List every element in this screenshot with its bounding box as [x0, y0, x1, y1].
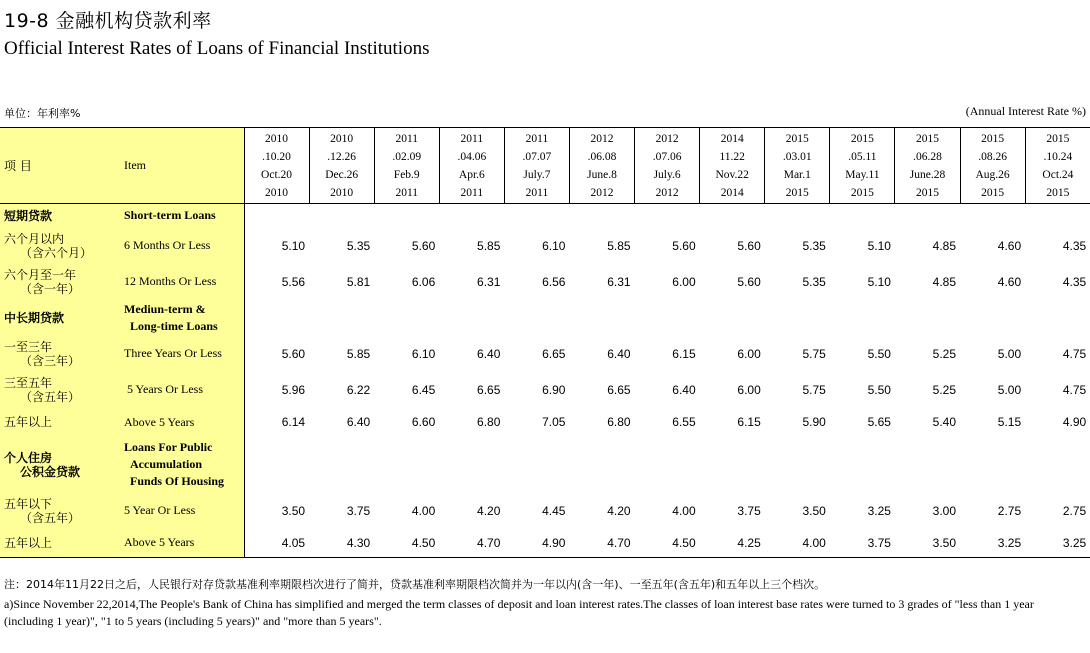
rate-cell: 4.00: [802, 535, 826, 550]
rate-cell: 6.31: [607, 274, 631, 289]
rate-cell: 4.25: [737, 535, 761, 550]
table-row: [0, 264, 1090, 300]
rate-cell: [439, 437, 504, 493]
row-label-cn-line1: 个人住房: [4, 450, 53, 465]
rate-cell: 5.50: [867, 346, 891, 361]
header-date-en-date: Nov.22: [715, 168, 749, 181]
rate-cell: 3.75: [867, 535, 891, 550]
header-date-en-year: 2011: [395, 186, 419, 199]
row-label-cn: [0, 228, 118, 264]
rate-cell: 4.75: [1062, 382, 1087, 397]
header-date-date: .06.08: [587, 150, 617, 163]
rate-cell: [895, 437, 960, 493]
rate-cell: 4.20: [477, 503, 501, 518]
rate-cell: 4.00: [411, 503, 436, 518]
rate-cell: 6.22: [346, 382, 371, 397]
rate-cell: 5.00: [997, 382, 1022, 397]
row-label-en-line1: Loans For Public: [124, 440, 213, 454]
rate-cell: 6.40: [672, 382, 696, 397]
rate-cell: 5.60: [737, 238, 761, 253]
rate-cell: 2.75: [1062, 503, 1087, 518]
header-date-en-date: Aug.26: [975, 168, 1010, 181]
rate-cell: 6.40: [477, 346, 501, 361]
header-date-en-date: June.8: [587, 168, 617, 181]
header-date-col: [374, 128, 439, 204]
rate-cell: 5.75: [802, 382, 826, 397]
rate-cell: [830, 300, 895, 336]
rate-cell: [439, 204, 504, 228]
footnote-cn: 注：2014年11月22日之后，人民银行对存贷款基准利率期限档次进行了简并，贷款基准利率期限档次简并为一年以内(含一年)、一至五年(含五年)和五年以上三个档次。: [4, 578, 826, 591]
page-title-en: Official Interest Rates of Loans of Financial Institutions: [4, 38, 430, 59]
rate-cell: [700, 204, 765, 228]
header-date-col: [309, 128, 374, 204]
rate-cell: 4.35: [1062, 238, 1087, 253]
header-date-en-year: 2010: [330, 186, 354, 199]
rate-cell: [765, 300, 830, 336]
rate-cell: [504, 437, 569, 493]
rate-cell: [635, 437, 700, 493]
rate-cell: 4.85: [932, 274, 957, 289]
header-date-en-date: Feb.9: [393, 168, 420, 181]
header-date-year: 2011: [460, 132, 484, 145]
rate-cell: 5.81: [346, 274, 371, 289]
table-row: [0, 493, 1090, 529]
rate-cell: [569, 204, 634, 228]
rate-cell: 6.00: [672, 274, 696, 289]
table-body: [0, 204, 1090, 558]
header-date-en-year: 2012: [590, 186, 614, 199]
row-label-cn-line1: 六个月以内: [4, 231, 65, 246]
header-date-en-year: 2015: [915, 186, 939, 199]
rate-cell: 3.75: [737, 503, 761, 518]
header-date-en-date: Oct.20: [261, 168, 293, 181]
rate-cell: 3.50: [802, 503, 826, 518]
row-label-cn-line2: （含五年）: [20, 389, 81, 404]
row-label-cn: [0, 437, 118, 493]
unit-label-en: (Annual Interest Rate %): [965, 104, 1086, 118]
row-label-en: [118, 408, 244, 437]
row-label-cn-line1: 五年以上: [4, 535, 53, 550]
row-label-cn-line1: 三至五年: [4, 375, 53, 390]
header-date-year: 2015: [785, 132, 809, 145]
page-title-cn: 19-8 金融机构贷款利率: [4, 10, 212, 32]
rate-cell: 5.35: [802, 238, 826, 253]
rate-cell: 5.85: [477, 238, 501, 253]
rate-cell: [244, 437, 309, 493]
rate-cell: 6.90: [542, 382, 566, 397]
header-date-en-date: Mar.1: [783, 168, 811, 181]
header-date-col: [569, 128, 634, 204]
header-date-col: [635, 128, 700, 204]
rate-cell: 4.85: [932, 238, 957, 253]
footnote-en: a)Since November 22,2014,The People's Bank of China has simplified and merged the term classes of deposit and loan interest rates.The classes of loan interest base rates were turned to 3 grades of "less than 1 year (including 1 year)", "1 to 5 years (including 5 years)" and "more than 5 years".: [4, 597, 1034, 628]
row-label-cn: [0, 204, 118, 228]
rate-cell: 4.30: [346, 535, 371, 550]
row-label-en-line1: 5 Year Or Less: [124, 503, 196, 517]
row-label-en-line3: Funds Of Housing: [130, 474, 225, 488]
rate-cell: 6.15: [672, 346, 696, 361]
header-date-en-date: Apr.6: [458, 168, 485, 181]
row-label-en: [118, 264, 244, 300]
row-label-en-line1: Three Years Or Less: [124, 346, 222, 360]
rate-cell: 5.35: [802, 274, 826, 289]
rate-cell: 2.75: [997, 503, 1022, 518]
rate-cell: 6.00: [737, 346, 761, 361]
row-label-cn: [0, 372, 118, 408]
section-row: [0, 300, 1090, 336]
row-label-cn-line1: 五年以上: [4, 415, 53, 429]
rate-cell: [309, 300, 374, 336]
header-date-en-year: 2010: [265, 186, 289, 199]
rate-cell: 5.85: [607, 238, 631, 253]
header-date-en-date: Oct.24: [1042, 168, 1074, 181]
header-date-year: 2012: [655, 132, 679, 145]
header-date-date: .06.28: [913, 150, 942, 163]
header-date-col: [1025, 128, 1090, 204]
rate-cell: 6.80: [477, 415, 501, 429]
rate-cell: 4.90: [1062, 415, 1087, 429]
rate-cell: [309, 204, 374, 228]
rate-cell: [374, 437, 439, 493]
rate-cell: 4.70: [477, 535, 501, 550]
table-header-row: [0, 128, 1090, 204]
rate-cell: 5.75: [802, 346, 826, 361]
rate-cell: 4.50: [672, 535, 696, 550]
header-date-date: .08.26: [978, 150, 1007, 163]
header-date-year: 2015: [915, 132, 939, 145]
rate-cell: 5.60: [411, 238, 436, 253]
row-label-cn-line2: 公积金贷款: [20, 464, 81, 479]
row-label-cn-line2: （含三年）: [20, 353, 81, 368]
rate-cell: 5.90: [802, 415, 826, 429]
rate-cell: [765, 437, 830, 493]
rate-cell: [960, 204, 1025, 228]
row-label-en: [118, 493, 244, 529]
rate-cell: 3.50: [281, 503, 306, 518]
header-date-col: [504, 128, 569, 204]
row-label-en: [118, 336, 244, 372]
header-date-en-date: Dec.26: [325, 168, 359, 181]
rate-cell: [830, 204, 895, 228]
header-date-date: .10.24: [1043, 150, 1073, 163]
header-date-year: 2011: [525, 132, 549, 145]
rate-cell: 5.56: [281, 274, 306, 289]
table-row: [0, 529, 1090, 558]
header-date-date: .03.01: [782, 150, 812, 163]
header-date-date: .02.09: [392, 150, 422, 163]
row-label-en-line1: 6 Months Or Less: [124, 238, 211, 252]
rate-cell: [309, 437, 374, 493]
row-label-cn-line1: 六个月至一年: [4, 267, 77, 282]
header-date-col: [244, 128, 309, 204]
rate-cell: 4.75: [1062, 346, 1087, 361]
header-date-en-year: 2011: [525, 186, 549, 199]
rate-cell: 3.00: [932, 503, 957, 518]
rate-cell: 3.25: [997, 535, 1022, 550]
header-date-en-year: 2015: [981, 186, 1005, 199]
table-row: [0, 372, 1090, 408]
rate-cell: [700, 300, 765, 336]
row-label-en-line1: Above 5 Years: [124, 414, 195, 429]
rate-cell: 3.75: [346, 503, 371, 518]
header-date-year: 2014: [720, 132, 744, 145]
header-date-year: 2012: [590, 132, 614, 145]
rate-cell: 4.20: [607, 503, 631, 518]
rate-cell: 4.50: [411, 535, 436, 550]
rate-cell: 3.25: [1062, 535, 1087, 550]
header-date-en-date: July.6: [653, 168, 681, 181]
rate-cell: [374, 204, 439, 228]
table-row: [0, 336, 1090, 372]
rate-cell: 7.05: [542, 415, 566, 429]
row-label-cn: [0, 264, 118, 300]
header-date-col: [960, 128, 1025, 204]
header-date-en-year: 2015: [1046, 186, 1070, 199]
row-label-en-line2: Long-time Loans: [130, 318, 218, 333]
rate-cell: [1025, 437, 1090, 493]
row-label-en: [118, 437, 244, 493]
header-date-col: [765, 128, 830, 204]
rate-cell: 4.70: [607, 535, 631, 550]
rate-cell: [374, 300, 439, 336]
rate-cell: 6.60: [411, 415, 436, 429]
header-date-date: .10.20: [262, 150, 291, 163]
rate-cell: [1025, 300, 1090, 336]
section-row: [0, 204, 1090, 228]
rate-cell: 5.96: [281, 382, 306, 397]
rate-cell: 5.15: [997, 415, 1022, 429]
header-date-col: [895, 128, 960, 204]
header-date-en-date: June.28: [909, 168, 946, 181]
rate-cell: [700, 437, 765, 493]
rate-cell: 5.35: [346, 238, 371, 253]
header-date-col: [700, 128, 765, 204]
row-label-en-line1: Short-term Loans: [124, 208, 216, 223]
rate-cell: 4.90: [542, 535, 566, 550]
header-date-en-year: 2015: [850, 186, 874, 199]
rate-cell: [960, 300, 1025, 336]
header-date-date: .12.26: [327, 150, 357, 163]
rate-cell: 6.65: [607, 382, 631, 397]
header-date-col: [830, 128, 895, 204]
rate-cell: [830, 437, 895, 493]
rate-cell: 6.00: [737, 382, 761, 397]
rate-cell: 5.00: [997, 346, 1022, 361]
row-label-cn: [0, 529, 118, 558]
header-date-year: 2015: [981, 132, 1005, 145]
row-label-en-line1: 5 Years Or Less: [124, 382, 203, 396]
header-date-en-year: 2015: [785, 186, 809, 199]
rate-cell: [244, 300, 309, 336]
rate-cell: 4.35: [1062, 274, 1087, 289]
rate-cell: 4.60: [997, 238, 1022, 253]
rate-cell: 6.10: [542, 238, 566, 253]
interest-rate-table: [0, 127, 1090, 558]
table-row: [0, 228, 1090, 264]
header-date-date: .04.06: [457, 150, 487, 163]
unit-label-cn: 单位：年利率%: [4, 107, 81, 120]
rate-cell: [960, 437, 1025, 493]
rate-cell: 6.56: [542, 274, 566, 289]
row-label-en-line1: 12 Months Or Less: [124, 274, 217, 288]
rate-cell: 6.45: [411, 382, 436, 397]
rate-cell: 5.65: [867, 415, 891, 429]
rate-cell: 4.60: [997, 274, 1022, 289]
table-row: [0, 408, 1090, 437]
rate-cell: 4.45: [542, 503, 566, 518]
header-date-year: 2015: [1046, 132, 1070, 145]
row-label-cn: [0, 408, 118, 437]
header-item-cn: 项 目: [0, 128, 118, 204]
row-label-cn: [0, 493, 118, 529]
rate-cell: [895, 300, 960, 336]
row-label-cn-line1: 中长期贷款: [4, 310, 65, 325]
row-label-cn-line2: （含五年）: [20, 510, 81, 525]
row-label-en-line2: Accumulation: [130, 457, 202, 471]
header-date-en-year: 2011: [460, 186, 484, 199]
rate-cell: [569, 300, 634, 336]
rate-cell: [569, 437, 634, 493]
header-date-date: .05.11: [848, 150, 877, 163]
rate-cell: 6.65: [542, 346, 566, 361]
rate-cell: [895, 204, 960, 228]
rate-cell: [439, 300, 504, 336]
header-date-year: 2010: [330, 132, 354, 145]
header-date-date: .07.07: [522, 150, 552, 163]
rate-cell: 6.55: [672, 415, 696, 429]
rate-cell: 5.60: [672, 238, 696, 253]
rate-cell: 5.10: [867, 274, 891, 289]
row-label-en-line1: Mediun-term &: [124, 301, 206, 316]
row-label-en: [118, 204, 244, 228]
header-date-date: 11.22: [719, 150, 745, 163]
rate-cell: 5.10: [281, 238, 306, 253]
rate-cell: [635, 204, 700, 228]
row-label-cn-line1: 五年以下: [4, 496, 53, 511]
row-label-en: [118, 372, 244, 408]
rate-cell: [765, 204, 830, 228]
rate-cell: 5.10: [867, 238, 891, 253]
rate-cell: 5.25: [932, 346, 957, 361]
rate-cell: [1025, 204, 1090, 228]
rate-cell: 4.00: [672, 503, 696, 518]
header-date-en-year: 2014: [720, 186, 744, 199]
rate-cell: 6.10: [411, 346, 436, 361]
rate-cell: 5.60: [281, 346, 306, 361]
header-date-year: 2010: [265, 132, 289, 145]
rate-cell: 5.85: [346, 346, 371, 361]
header-date-date: .07.06: [652, 150, 682, 163]
rate-cell: 3.25: [867, 503, 891, 518]
rate-cell: 6.40: [607, 346, 631, 361]
header-date-en-date: July.7: [523, 168, 551, 181]
rate-cell: 6.06: [411, 274, 436, 289]
row-label-en: [118, 300, 244, 336]
rate-cell: 6.14: [281, 415, 306, 429]
header-date-year: 2011: [395, 132, 419, 145]
rate-cell: 6.40: [346, 415, 371, 429]
header-date-col: [439, 128, 504, 204]
header-date-year: 2015: [850, 132, 874, 145]
rate-cell: 5.50: [867, 382, 891, 397]
row-label-cn-line1: 短期贷款: [4, 208, 53, 223]
rate-cell: [244, 204, 309, 228]
rate-cell: 6.15: [737, 415, 761, 429]
row-label-en: [118, 529, 244, 558]
row-label-cn-line2: （含六个月）: [20, 245, 93, 260]
row-label-cn: [0, 300, 118, 336]
rate-cell: 6.80: [607, 415, 631, 429]
row-label-en-line1: Above 5 Years: [124, 535, 195, 550]
header-item-en: Item: [118, 128, 244, 204]
rate-cell: 6.31: [477, 274, 501, 289]
row-label-cn-line1: 一至三年: [4, 339, 53, 354]
rate-cell: 5.25: [932, 382, 957, 397]
section-row: [0, 437, 1090, 493]
rate-cell: 5.60: [737, 274, 761, 289]
rate-cell: [504, 204, 569, 228]
row-label-cn-line2: （含一年）: [20, 281, 81, 296]
rate-cell: 6.65: [477, 382, 501, 397]
rate-cell: [635, 300, 700, 336]
row-label-en: [118, 228, 244, 264]
header-date-en-date: May.11: [845, 168, 880, 181]
header-date-en-year: 2012: [655, 186, 679, 199]
rate-cell: 5.40: [932, 415, 957, 429]
rate-cell: 4.05: [281, 535, 306, 550]
rate-cell: [504, 300, 569, 336]
rate-cell: 3.50: [932, 535, 957, 550]
row-label-cn: [0, 336, 118, 372]
